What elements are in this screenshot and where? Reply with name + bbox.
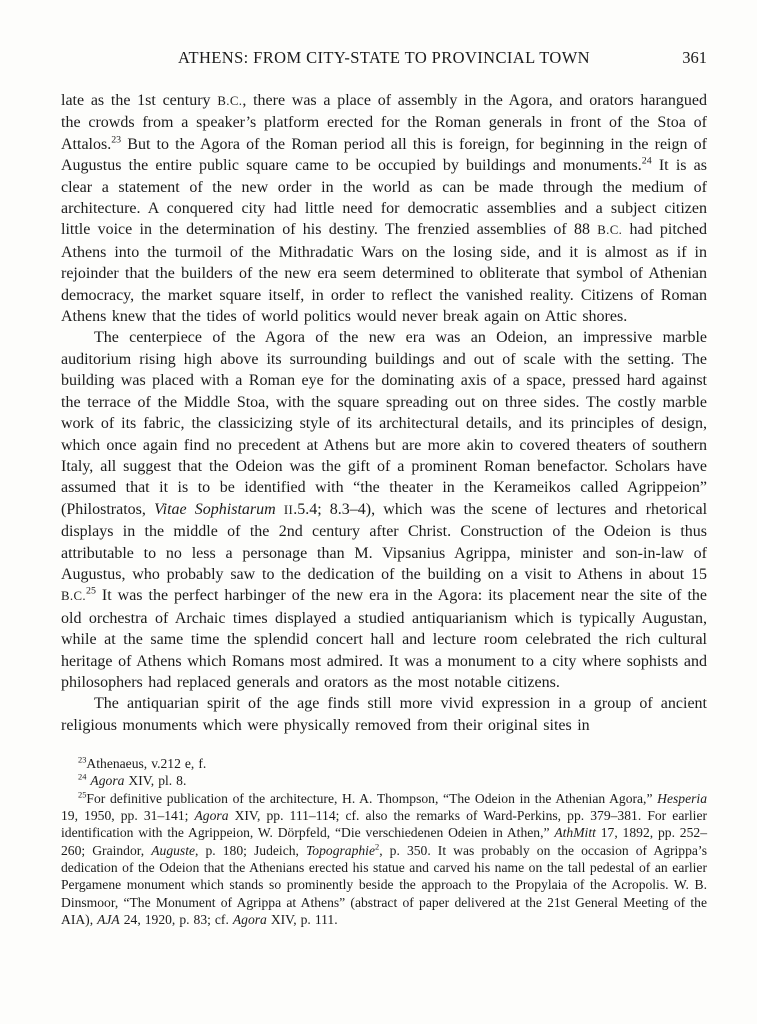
footnotes — [61, 755, 707, 928]
footnote-marker: 24 — [78, 771, 87, 782]
text-run: It was the perfect harbinger of the new era in the Agora: its placement near the site of the old orchestra of Archaic times displayed a studied antiquarianism which is typically Augustan, while at the same time the splendid concert hall and lecture room celebrated the rich cultural heritage of Athens which Romans most admired. It was a monument to a city where sophists and philosophers had replaced generals and orators as the most notable citizens. — [61, 587, 707, 691]
text-run: Agora — [194, 808, 229, 824]
text-run: The antiquarian spirit of the age finds still more vivid expression in a group of ancient religious monuments which were physically removed from their original sites in — [61, 695, 707, 734]
footnote-marker: 2 — [375, 841, 380, 852]
text-run: , p. 350. It was probably on the occasion of Agrippa’s dedication of the Odeion that the Athenians erected his statue and carved his name on the tall pedestal of an earlier Pergamene monument which stands so prominently beside the approach to the Propylaia of the Acropolis. W. B. Dinsmoor, “The Monument of Agrippa at Athens” (abstract of paper delivered at the 21st General Meeting of the AIA), — [61, 842, 707, 927]
text-run: Agora — [232, 911, 267, 927]
paragraph — [61, 90, 707, 327]
text-run: AthMitt — [554, 825, 596, 841]
paragraph — [61, 693, 707, 736]
text-run: The centerpiece of the Agora of the new era was an Odeion, an impressive marble auditorium rising high above its surrounding buildings and out of scale with the setting. The building was placed with a Roman eye for the dominating axis of a space, pressed hard against the terrace of the Middle Stoa, with the square spreading out on three sides. The costly marble work of its fabric, the classicizing style of its architectural details, and its principles of design, which once again find no precedent at Athens but are more akin to covered theaters of southern Italy, all suggest that the Odeion was the gift of a prominent Roman benefactor. Scholars have assumed that it is to be identified with “the theater in the Kerameikos called Agrippeion” (Philostratos, — [61, 329, 707, 518]
text-run: XIV, pp. 111–114; cf. also the remarks of Ward-Perkins, pp. 379–381. For earlier identification with the Agrippeion, W. Dörpfeld, “Die verschiedenen Odeien in Athen,” — [61, 808, 707, 841]
page-number: 361 — [682, 48, 707, 67]
footnote-marker: 25 — [78, 789, 87, 800]
running-header — [61, 48, 707, 70]
text-column — [61, 48, 707, 928]
footnote-marker: 23 — [78, 754, 87, 765]
text-run: Athenaeus, v.212 e, f. — [86, 756, 207, 772]
text-run: Hesperia — [657, 790, 707, 806]
text-run: Vitae Sophistarum — [154, 500, 276, 518]
text-run: 19, 1950, pp. 31–141; — [61, 808, 195, 824]
text-run: But to the Agora of the Roman period all this is foreign, for beginning in the reign of Augustus the entire public square came to be occupied by buildings and monuments. — [61, 135, 707, 175]
text-run: It is as clear a statement of the new order in the world as can be made through the medium of architecture. A conquered city had little need for democratic assemblies and a subject citizen little voice in the determination of his destiny. The frenzied assemblies of 88 — [61, 157, 707, 239]
text-run: AJA — [97, 911, 120, 927]
text-run: , p. 180; Judeich, — [195, 842, 306, 858]
text-run: .5.4; 8.3–4), which was the scene of lectures and rhetorical displays in the middle of the 2nd century after Christ. Construction of the Odeion is thus attributable to no less a personage than M. Vipsanius Agrippa, minister and son-in-law of Augustus, who probably saw to the dedication of the building on a visit to Athens in about 15 — [61, 500, 708, 583]
text-run: B.C. — [597, 223, 623, 238]
footnote-marker: 25 — [86, 586, 96, 598]
text-run: For definitive publication of the architecture, H. A. Thompson, “The Odeion in the Athenian Agora,” — [86, 790, 658, 806]
text-run: , there was a place of assembly in the Agora, and orators harangued the crowds from a speaker’s platform erected for the Roman generals in front of the Stoa of Attalos. — [61, 92, 708, 153]
footnote-marker: 24 — [641, 155, 652, 167]
footnote-marker: 23 — [111, 134, 122, 146]
text-run: XIV, pl. 8. — [124, 773, 187, 789]
text-run: Topographie — [306, 842, 375, 858]
paragraph — [61, 327, 707, 693]
text-run: B.C. — [217, 94, 243, 108]
text-run: Auguste — [151, 842, 196, 858]
footnote — [61, 772, 707, 789]
text-run: XIV, p. 111. — [266, 911, 338, 927]
footnote — [61, 790, 707, 928]
text-run: late as the 1st century — [61, 92, 218, 109]
text-run: Agora — [90, 773, 125, 789]
text-run: B.C. — [61, 589, 87, 604]
text-run: 17, 1892, pp. 252–260; Graindor, — [61, 825, 707, 858]
running-header-title: ATHENS: FROM CITY-STATE TO PROVINCIAL TOWN — [178, 48, 590, 67]
body-text — [61, 90, 707, 736]
text-run: had pitched Athens into the turmoil of the Mithradatic Wars on the losing side, and it is almost as if in rejoinder that the builders of the new era seem determined to obliterate that symbol of Athenian democracy, the market square itself, in order to reflect the vanished reality. Citizens of Roman Athens knew that the tides of world politics would never break again on Attic shores. — [61, 221, 707, 326]
text-run — [276, 501, 284, 518]
text-run: II — [283, 502, 294, 517]
footnote — [61, 755, 707, 772]
text-run: 24, 1920, p. 83; cf. — [119, 911, 233, 927]
